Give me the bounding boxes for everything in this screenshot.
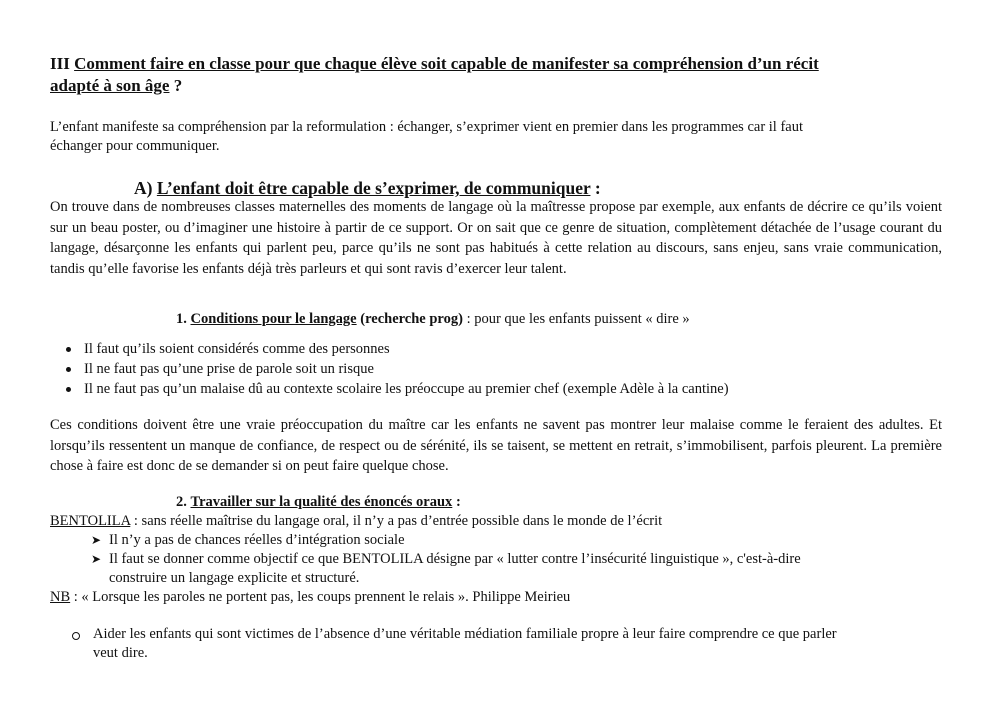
arrow-item-1: Il n’y a pas de chances réelles d’intégration sociale (109, 532, 405, 548)
author-text: : sans réelle maîtrise du langage oral, il n’y a pas d’entrée possible dans le monde de l’écrit (130, 513, 663, 529)
sub2-title: Travailler sur la qualité des énoncés oraux (190, 494, 453, 510)
circle-item-line1: Aider les enfants qui sont victimes de l’absence d’une véritable médiation familiale propre à leur faire comprendre ce que parler (93, 626, 837, 642)
part-a-heading (134, 177, 601, 199)
sub1-number: 1. (176, 311, 187, 327)
bentolila-line (50, 512, 662, 531)
circle-item-line2: veut dire. (93, 645, 148, 661)
bullet-item-2: Il ne faut pas qu’une prise de parole soit un risque (84, 361, 374, 377)
section-title-line1: Comment faire en classe pour que chaque élève soit capable de manifester sa compréhension d’un récit (74, 54, 819, 73)
sub1-rest: : pour que les enfants puissent « dire » (462, 311, 690, 327)
arrow-item-2-cont: construire un langage explicite et structuré. (109, 570, 360, 586)
sub2-colon: : (452, 494, 461, 510)
bullet-dot (66, 387, 71, 392)
part-a-title: L’enfant doit être capable de s’exprimer, de communiquer (156, 178, 591, 198)
bullet-item-3: Il ne faut pas qu’un malaise dû au contexte scolaire les préoccupe au premier chef (exemple Adèle à la cantine) (84, 381, 729, 397)
sub1-heading (176, 310, 690, 329)
sub2-heading (176, 493, 461, 512)
sub1-paragraph: Ces conditions doivent être une vraie préoccupation du maître car les enfants ne savent pas montrer leur malaise comme le feraient des adultes. Et lorsqu’ils ressentent un manque de confiance, de respect ou de sérénité, ils se taisent, se mettent en retrait, s’immobilisent, parfois pleurent. La première chose à faire est donc de se demander si on peut faire quelque chose. (50, 417, 942, 474)
intro-line1: L’enfant manifeste sa compréhension par la reformulation : échanger, s’exprimer vient en premier dans les programmes car il faut (50, 119, 803, 135)
section-3-heading-cont (50, 75, 182, 97)
bullet-dot (66, 347, 71, 352)
author-name: BENTOLILA (50, 513, 131, 529)
nb-text: : « Lorsque les paroles ne portent pas, les coups prennent le relais ». Philippe Meirieu (70, 589, 571, 605)
sub1-paren: (recherche prog) (360, 311, 463, 327)
arrow-item-2: Il faut se donner comme objectif ce que BENTOLILA désigne par « lutter contre l’insécurité linguistique », c'est-à-dire (109, 551, 801, 567)
sub1-title: Conditions pour le langage (190, 311, 357, 327)
circle-bullet-icon (72, 632, 80, 640)
arrow-bullet-icon: ➤ (91, 552, 102, 566)
intro-line2: échanger pour communiquer. (50, 138, 220, 154)
part-a-label: A) (134, 178, 153, 198)
nb-label: NB (50, 589, 71, 605)
part-a-colon: : (590, 178, 601, 198)
sub2-number: 2. (176, 494, 187, 510)
section-title-end: ? (169, 76, 183, 95)
part-a-paragraph: On trouve dans de nombreuses classes maternelles des moments de langage où la maîtresse propose par exemple, aux enfants de décrire ce qu’ils voient sur un beau poster, ou d’imaginer une histoire à partir de ce support. Or on sait que ce genre de situation, complètement détachée de l’usage courant du langage, désarçonne les enfants qui parlent peu, parce qu’ils ne sont pas habitués à cette relation au discours, sans enjeu, sans vraie communication, tandis qu’elle favorise les enfants déjà très parleurs et qui sont ravis d’exercer leur talent. (50, 199, 942, 277)
section-title-line2: adapté à son âge (50, 76, 170, 95)
arrow-bullet-icon: ➤ (91, 533, 102, 547)
bullet-item-1: Il faut qu’ils soient considérés comme des personnes (84, 341, 390, 357)
nb-line (50, 588, 570, 607)
section-number: III (50, 54, 70, 73)
bullet-dot (66, 367, 71, 372)
section-3-heading (50, 53, 819, 75)
